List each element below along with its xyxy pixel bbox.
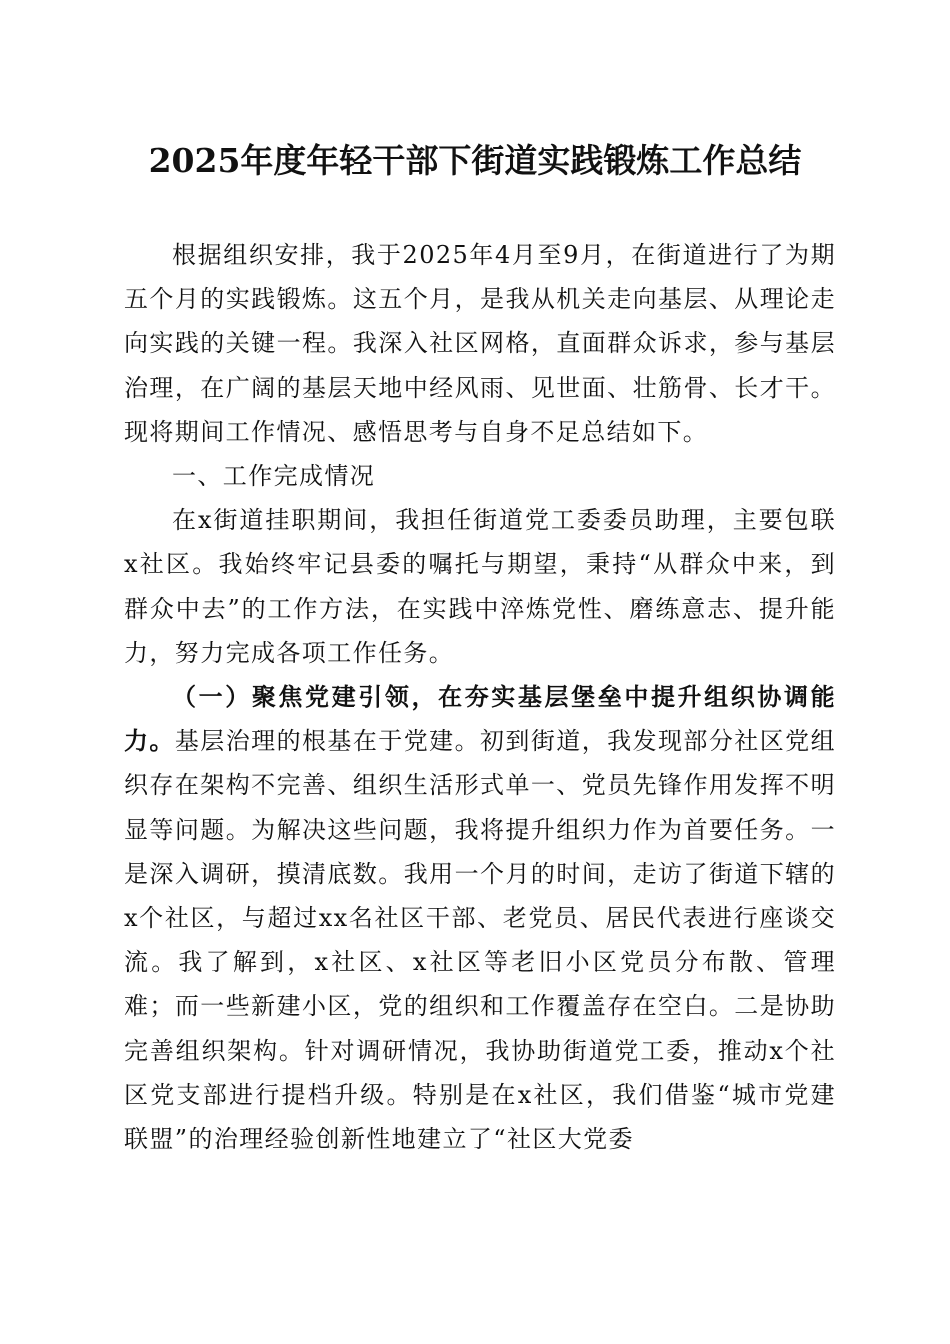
section-heading: 一、工作完成情况	[172, 462, 376, 491]
intro-paragraph: 根据组织安排，我于2025年4月至9月，在街道进行了为期五个月的实践锻炼。这五个月，是我从机关走向基层、从理论走向实践的关键一程。我深入社区网格，直面群众诉求，参与基层治理，在广阔的基层天地中经风雨、见世面、壮筋骨、长才干。现将期间工作情况、感悟思考与自身不足总结如下。	[124, 241, 836, 446]
subsection-body: 基层治理的根基在于党建。初到街道，我发现部分社区党组织存在架构不完善、组织生活形式单一、党员先锋作用发挥不明显等问题。为解决这些问题，我将提升组织力作为首要任务。一是深入调研，摸清底数。我用一个月的时间，走访了街道下辖的x个社区，与超过xx名社区干部、老党员、居民代表进行座谈交流。我了解到，x社区、x社区等老旧小区党员分布散、管理难；而一些新建小区，党的组织和工作覆盖存在空白。二是协助完善组织架构。针对调研情况，我协助街道党工委，推动x个社区党支部进行提档升级。特别是在x社区，我们借鉴“城市党建联盟”的治理经验创新性地建立了“社区大党委	[124, 727, 836, 1154]
subsection-paragraph	[124, 675, 836, 1161]
section-paragraph: 在x街道挂职期间，我担任街道党工委委员助理，主要包联x社区。我始终牢记县委的嘱托与期望，秉持“从群众中来，到群众中去”的工作方法，在实践中淬炼党性、磨练意志、提升能力，努力完成各项工作任务。	[124, 506, 836, 667]
subsection-lead: （一）聚焦党建引领，在夯实基层堡垒中提升组织协调能力。	[124, 682, 836, 756]
document-title: 2025年度年轻干部下街道实践锻炼工作总结	[148, 141, 802, 180]
document-body	[124, 233, 836, 1161]
